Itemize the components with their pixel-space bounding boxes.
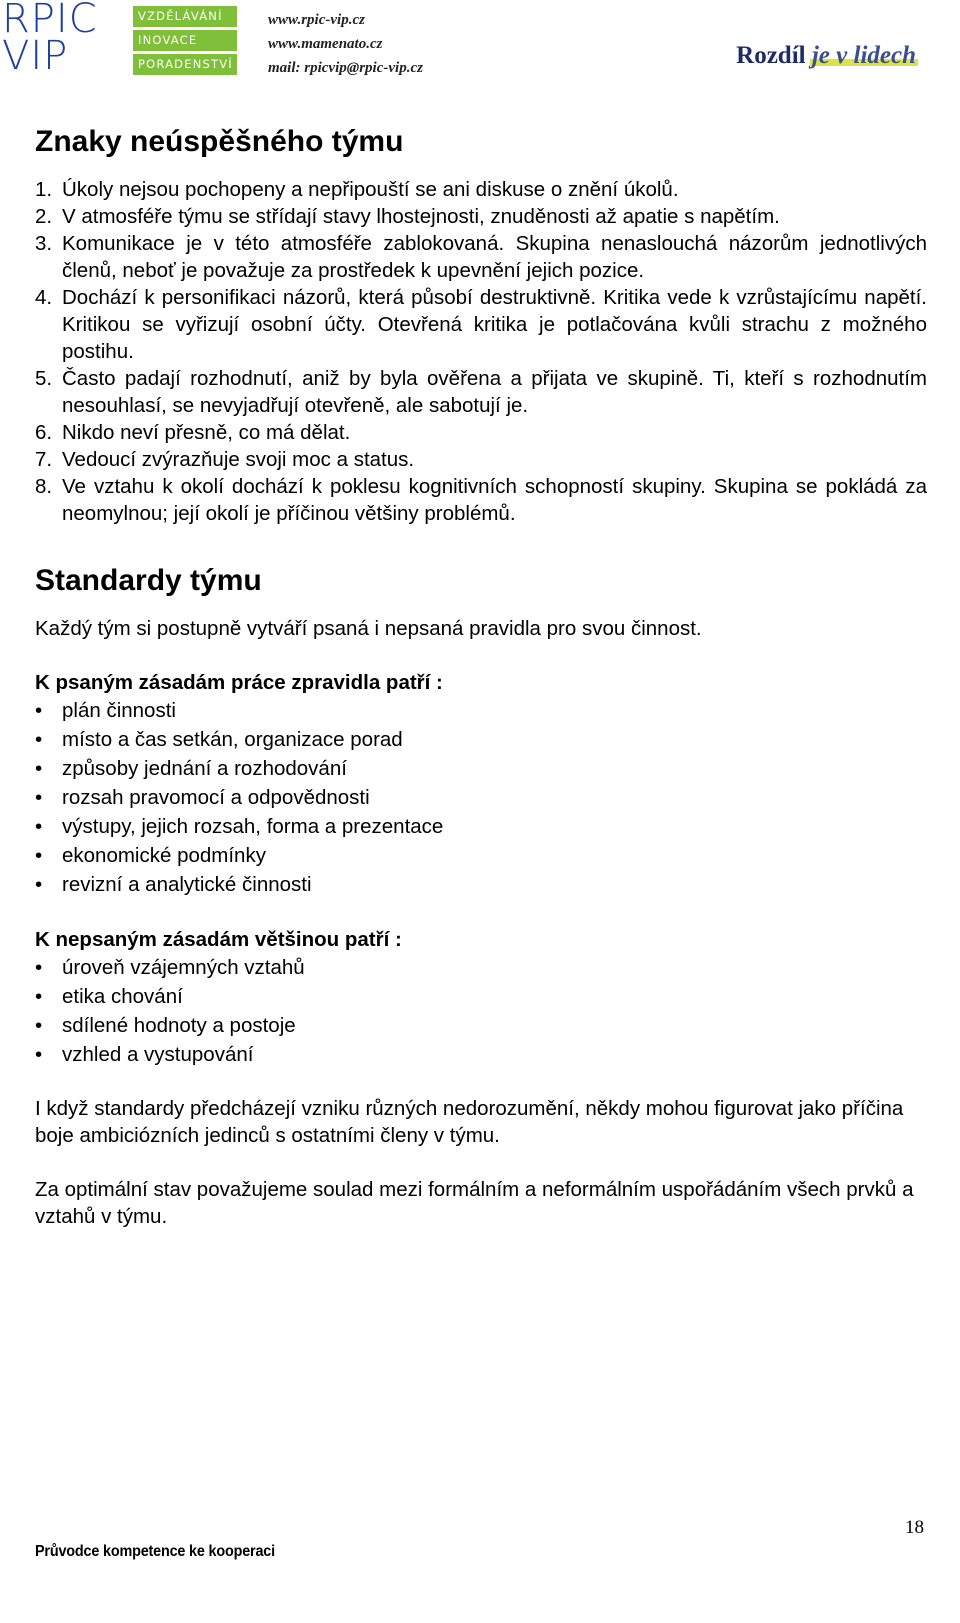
- item-number: 3.: [35, 232, 53, 255]
- logo-tagline-bars: [133, 6, 237, 78]
- footer-title: Průvodce kompetence ke kooperaci: [35, 1543, 275, 1560]
- list-item: [35, 365, 927, 419]
- bullet-icon: •: [35, 956, 43, 979]
- item-text: místo a čas setkán, organizace porad: [62, 728, 403, 751]
- list-item: [35, 870, 927, 899]
- item-text: způsoby jednání a rozhodování: [62, 757, 347, 780]
- bullet-icon: •: [35, 1014, 43, 1037]
- logo-bar-inovace: INOVACE: [133, 30, 237, 51]
- list-item: [35, 446, 927, 473]
- list-item: [35, 754, 927, 783]
- standards-intro: Každý tým si postupně vytváří psaná i nepsaná pravidla pro svou činnost.: [35, 617, 702, 640]
- list-item: [35, 696, 927, 725]
- item-text: rozsah pravomocí a odpovědnosti: [62, 786, 370, 809]
- bullet-icon: •: [35, 985, 43, 1008]
- item-text: revizní a analytické činnosti: [62, 873, 312, 896]
- list-item: [35, 473, 927, 527]
- slogan-part2: je v lidech: [811, 42, 916, 69]
- written-rules-heading: K psaným zásadám práce zpravidla patří :: [35, 671, 443, 694]
- item-number: 7.: [35, 448, 53, 471]
- section-title-team-standards: Standardy týmu: [35, 564, 262, 597]
- list-item: [35, 982, 927, 1011]
- item-number: 8.: [35, 475, 53, 498]
- list-item: [35, 953, 927, 982]
- item-number: 4.: [35, 286, 53, 309]
- list-item: [35, 1040, 927, 1069]
- email-link[interactable]: mail: rpicvip@rpic-vip.cz: [268, 60, 423, 76]
- page-number: 18: [905, 1517, 924, 1538]
- unwritten-rules-heading: K nepsaným zásadám většinou patří :: [35, 928, 402, 951]
- item-text: Úkoly nejsou pochopeny a nepřipouští se ani diskuse o znění úkolů.: [62, 178, 679, 201]
- item-text: plán činnosti: [62, 699, 176, 722]
- website-link-rpic[interactable]: www.rpic-vip.cz: [268, 12, 365, 28]
- item-text: Komunikace je v této atmosféře zablokovaná. Skupina nenaslouchá názorům jednotlivých členů, neboť je považuje za prostředek k upevnění jejich pozice.: [62, 232, 927, 282]
- item-text: etika chování: [62, 985, 183, 1008]
- rpic-vip-logo: [2, 0, 98, 79]
- item-number: 2.: [35, 205, 53, 228]
- bullet-icon: •: [35, 728, 43, 751]
- logo-line-rpic: RPIC: [2, 0, 98, 42]
- item-text: V atmosféře týmu se střídají stavy lhostejnosti, znuděnosti až apatie s napětím.: [62, 205, 780, 228]
- website-link-mamenato[interactable]: www.mamenato.cz: [268, 36, 383, 52]
- item-text: úroveň vzájemných vztahů: [62, 956, 305, 979]
- list-item: [35, 1011, 927, 1040]
- list-item: [35, 783, 927, 812]
- list-item: [35, 725, 927, 754]
- unsuccessful-team-list: [35, 176, 927, 527]
- item-text: sdílené hodnoty a postoje: [62, 1014, 296, 1037]
- logo-line-vip: VIP: [2, 33, 69, 79]
- item-text: výstupy, jejich rozsah, forma a prezentace: [62, 815, 444, 838]
- bullet-icon: •: [35, 1043, 43, 1066]
- item-text: Ve vztahu k okolí dochází k poklesu kognitivních schopností skupiny. Skupina se pokládá za neomylnou; její okolí je příčinou většiny problémů.: [62, 475, 927, 525]
- slogan: [736, 42, 916, 70]
- standards-paragraph-1: I když standardy předcházejí vzniku různých nedorozumění, někdy mohou figurovat jako příčina boje ambiciózních jedinců s ostatními členy v týmu.: [35, 1097, 904, 1147]
- list-item: [35, 419, 927, 446]
- slogan-part1: Rozdíl: [736, 42, 812, 69]
- contact-block: [268, 8, 423, 80]
- item-text: vzhled a vystupování: [62, 1043, 254, 1066]
- bullet-icon: •: [35, 786, 43, 809]
- list-item: [35, 176, 927, 203]
- bullet-icon: •: [35, 699, 43, 722]
- item-text: Dochází k personifikaci názorů, která působí destruktivně. Kritika vede k vzrůstajícímu napětí. Kritikou se vyřizují osobní účty. Otevřená kritika je potlačována kvůli strachu z možného postihu.: [62, 286, 927, 363]
- item-text: Často padají rozhodnutí, aniž by byla ověřena a přijata ve skupině. Ti, kteří s rozhodnutím nesouhlasí, se nevyjadřují otevřeně, ale sabotují je.: [62, 367, 927, 417]
- item-number: 1.: [35, 178, 53, 201]
- bullet-icon: •: [35, 873, 43, 896]
- item-text: Vedoucí zvýrazňuje svoji moc a status.: [62, 448, 415, 471]
- unwritten-rules-list: [35, 953, 927, 1069]
- list-item: [35, 841, 927, 870]
- logo-bar-poradenstvi: PORADENSTVÍ: [133, 54, 237, 75]
- item-text: ekonomické podmínky: [62, 844, 266, 867]
- bullet-icon: •: [35, 844, 43, 867]
- item-number: 5.: [35, 367, 53, 390]
- document-body: [35, 120, 927, 1230]
- page-header: [0, 0, 960, 84]
- list-item: [35, 812, 927, 841]
- list-item: [35, 230, 927, 284]
- item-number: 6.: [35, 421, 53, 444]
- written-rules-list: [35, 696, 927, 899]
- logo-bar-vzdelavani: VZDĚLÁVÁNÍ: [133, 6, 237, 27]
- bullet-icon: •: [35, 757, 43, 780]
- list-item: [35, 203, 927, 230]
- standards-paragraph-2: Za optimální stav považujeme soulad mezi formálním a neformálním uspořádáním všech prvků a vztahů v týmu.: [35, 1178, 914, 1228]
- section-title-unsuccessful-team: Znaky neúspěšného týmu: [35, 125, 404, 158]
- item-text: Nikdo neví přesně, co má dělat.: [62, 421, 351, 444]
- bullet-icon: •: [35, 815, 43, 838]
- list-item: [35, 284, 927, 365]
